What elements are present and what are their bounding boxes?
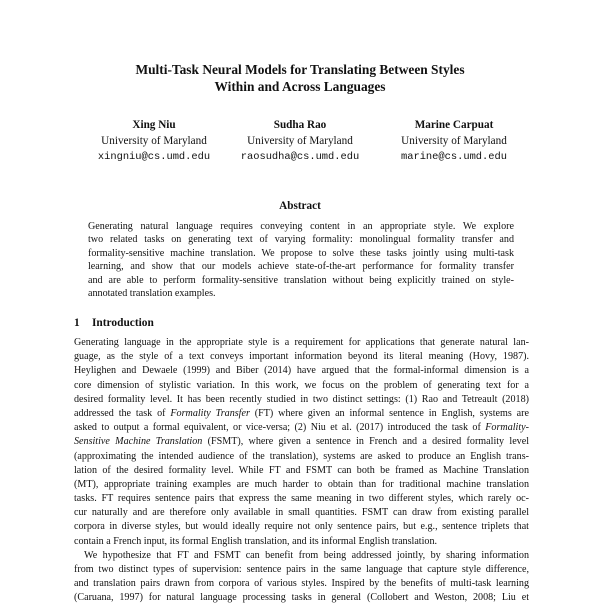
abstract-line: and are able to perform formality-sensitive translation without being explicitly trained on style- bbox=[88, 274, 514, 286]
body-line: Generating language in the appropriate style is a requirement for applications that generate natural lan- bbox=[74, 337, 529, 348]
body-line: tasks. FT requires sentence pairs that express the same meaning in two different styles, which rarely oc- bbox=[74, 493, 529, 505]
body-text bbox=[74, 336, 529, 606]
body-line: core dimension of stylistic variation. In this work, we focus on the problem of generating text for a bbox=[74, 379, 529, 391]
body-line: Heylighen and Dewaele (1999) and Biber (2014) have argued that the formal-informal dimension is a bbox=[74, 365, 529, 377]
body-line bbox=[74, 435, 529, 449]
abstract-text bbox=[88, 220, 514, 300]
title-line: Multi-Task Neural Models for Translating Between Styles bbox=[135, 62, 465, 77]
author-affiliation: University of Maryland bbox=[247, 135, 353, 147]
author-name: Sudha Rao bbox=[273, 119, 327, 131]
author-affiliation: University of Maryland bbox=[401, 135, 507, 147]
paper-title bbox=[0, 61, 600, 95]
section-number: 1 bbox=[74, 317, 80, 329]
abstract-line: formality-sensitive machine translation. We propose to solve these tasks jointly using multi-task bbox=[88, 247, 514, 259]
abstract-heading: Abstract bbox=[279, 200, 321, 212]
section-heading bbox=[74, 315, 154, 331]
section-title: Introduction bbox=[92, 317, 154, 329]
term-formality-transfer: Formality Transfer bbox=[170, 407, 250, 419]
body-text-span: asked to output a formal equivalent, or vice-versa; (2) Niu et al. (2017) introduced the task of bbox=[74, 422, 486, 434]
body-text-span: (FT) where given an informal sentence in English, systems are bbox=[249, 407, 529, 419]
title-line: Within and Across Languages bbox=[214, 79, 386, 94]
body-line: (Caruana, 1997) for natural language processing tasks in general (Collobert and Weston, 2008; Liu et bbox=[74, 592, 529, 604]
abstract-line: two related tasks on generating text of varying formality: monolingual formality transfer and bbox=[88, 234, 514, 246]
author-email: raosudha@cs.umd.edu bbox=[240, 151, 360, 163]
body-line: corpora in diverse styles, but would ideally require not only sentence pairs, but e.g., sentence triplets that bbox=[74, 521, 529, 533]
author-name: Marine Carpuat bbox=[414, 119, 494, 131]
body-line: desired formality level. It has been recently studied in two distinct settings: (1) Rao and Tetreault (2018) bbox=[74, 393, 529, 405]
body-line: guage, as the style of a text conveys important information beyond its literal meaning (Hovy, 1987). bbox=[74, 351, 529, 363]
author-email: marine@cs.umd.edu bbox=[400, 151, 507, 163]
body-text-span: addressed the task of bbox=[74, 407, 171, 419]
body-line: contain a French input, its formal English translation, and its informal English translation. bbox=[74, 535, 438, 547]
body-line: from two distinct types of supervision: sentence pairs in the same language that capture style difference, bbox=[74, 564, 529, 575]
abstract-line: annotated translation examples. bbox=[88, 287, 216, 299]
author-2 bbox=[210, 117, 390, 165]
author-affiliation: University of Maryland bbox=[101, 135, 207, 147]
author-3 bbox=[364, 117, 544, 165]
body-line: (MT), appropriate training examples are much harder to obtain than for traditional machine translation bbox=[74, 478, 529, 490]
body-line bbox=[74, 407, 529, 421]
body-line: (approximating the intended audience of the translation), systems are asked to produce an English trans- bbox=[74, 450, 529, 462]
body-line: cur naturally and are therefore only available in small quantities. FSMT can draw from existing parallel bbox=[74, 507, 529, 519]
body-line: lation of the desired formality level. While FT and FSMT can both be framed as Machine Translation bbox=[74, 464, 529, 476]
body-text-span: (FSMT), where given a sentence in French and a desired formality level bbox=[202, 436, 529, 448]
term-fsmt-part2: Sensitive Machine Translation bbox=[74, 436, 203, 448]
author-email: xingniu@cs.umd.edu bbox=[97, 151, 211, 163]
abstract-line: Generating natural language requires conveying content in an appropriate style. We explore bbox=[88, 221, 514, 232]
author-name: Xing Niu bbox=[132, 119, 176, 131]
body-line: We hypothesize that FT and FSMT can benefit from being addressed jointly, by sharing information bbox=[84, 549, 529, 561]
body-line: and translation pairs drawn from corpora of various styles. Inspired by the benefits of multi-task learning bbox=[74, 578, 529, 590]
body-line bbox=[74, 421, 529, 435]
abstract-line: learning, and show that our models achieve state-of-the-art performance for formality transfer bbox=[88, 261, 514, 273]
term-fsmt-part1: Formality- bbox=[485, 422, 529, 434]
